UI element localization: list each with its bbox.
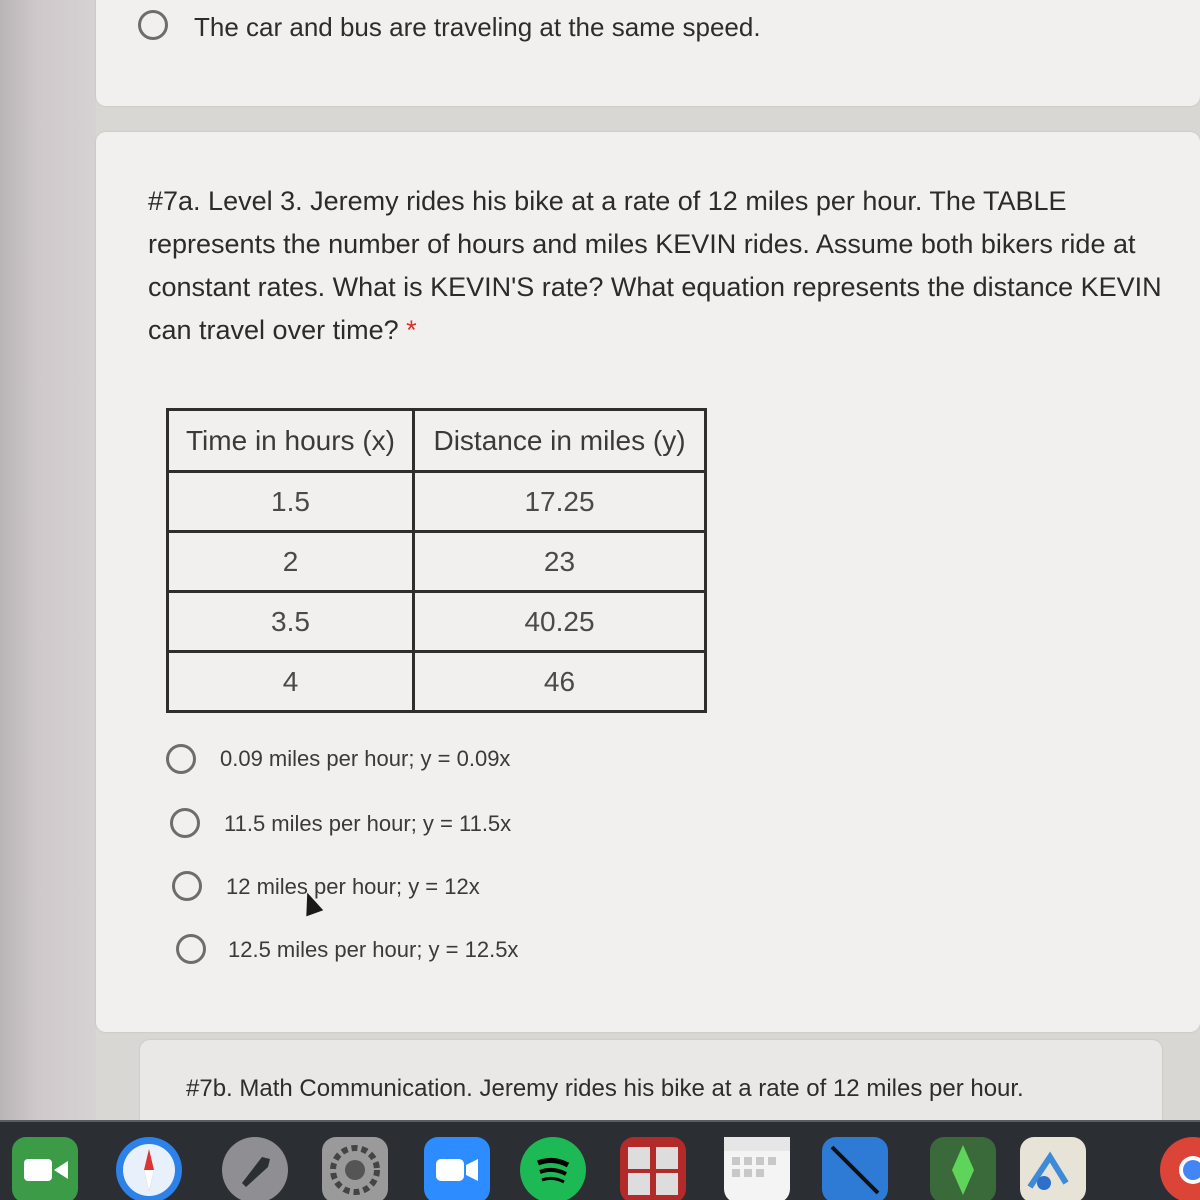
table-header-distance: Distance in miles (y) <box>414 410 706 472</box>
calendar-icon[interactable] <box>724 1137 790 1200</box>
table-row <box>168 532 706 592</box>
maps-icon[interactable] <box>1020 1137 1086 1200</box>
photo-booth-icon[interactable] <box>620 1137 686 1200</box>
facetime-icon[interactable] <box>12 1137 78 1200</box>
table-cell-distance: 40.25 <box>414 592 706 652</box>
table-row <box>168 472 706 532</box>
safari-icon[interactable] <box>116 1137 182 1200</box>
previous-option-label: The car and bus are traveling at the same speed. <box>194 12 761 42</box>
table-header-time: Time in hours (x) <box>168 410 414 472</box>
required-marker: * <box>406 315 417 345</box>
option-radio-3[interactable] <box>172 871 202 901</box>
spotify-icon[interactable] <box>520 1137 586 1200</box>
table-row <box>168 652 706 712</box>
option-label-1[interactable]: 0.09 miles per hour; y = 0.09x <box>220 746 511 771</box>
question-text <box>148 180 1168 352</box>
table-cell-time: 3.5 <box>168 592 414 652</box>
next-question-text: #7b. Math Communication. Jeremy rides his bike at a rate of 12 miles per hour. <box>186 1075 1024 1102</box>
option-radio-2[interactable] <box>170 808 200 838</box>
kevin-table <box>166 408 707 713</box>
table-cell-time: 4 <box>168 652 414 712</box>
table-cell-time: 2 <box>168 532 414 592</box>
option-radio-1[interactable] <box>166 744 196 774</box>
option-radio-4[interactable] <box>176 934 206 964</box>
system-preferences-icon[interactable] <box>322 1137 388 1200</box>
sims-icon[interactable] <box>930 1137 996 1200</box>
previous-question-card <box>96 0 1200 106</box>
desmos-icon[interactable] <box>822 1137 888 1200</box>
table-cell-time: 1.5 <box>168 472 414 532</box>
zoom-icon[interactable] <box>424 1137 490 1200</box>
table-cell-distance: 23 <box>414 532 706 592</box>
question-body: #7a. Level 3. Jeremy rides his bike at a rate of 12 miles per hour. The TABLE represents the number of hours and miles KEVIN rides. Assume both bikers ride at constant rates. What is KEVIN'S rate? What equation represents the distance KEVIN can travel over time? <box>148 186 1162 345</box>
option-label-4[interactable]: 12.5 miles per hour; y = 12.5x <box>228 937 519 962</box>
launchpad-icon[interactable] <box>222 1137 288 1200</box>
table-cell-distance: 46 <box>414 652 706 712</box>
table-row <box>168 592 706 652</box>
table-header-row <box>168 410 706 472</box>
option-label-2[interactable]: 11.5 miles per hour; y = 11.5x <box>224 811 512 836</box>
previous-option-radio[interactable] <box>138 10 168 40</box>
left-edge-strip <box>0 0 96 1120</box>
table-cell-distance: 17.25 <box>414 472 706 532</box>
chrome-icon[interactable] <box>1160 1137 1200 1200</box>
option-label-3[interactable]: 12 miles per hour; y = 12x <box>226 874 480 899</box>
